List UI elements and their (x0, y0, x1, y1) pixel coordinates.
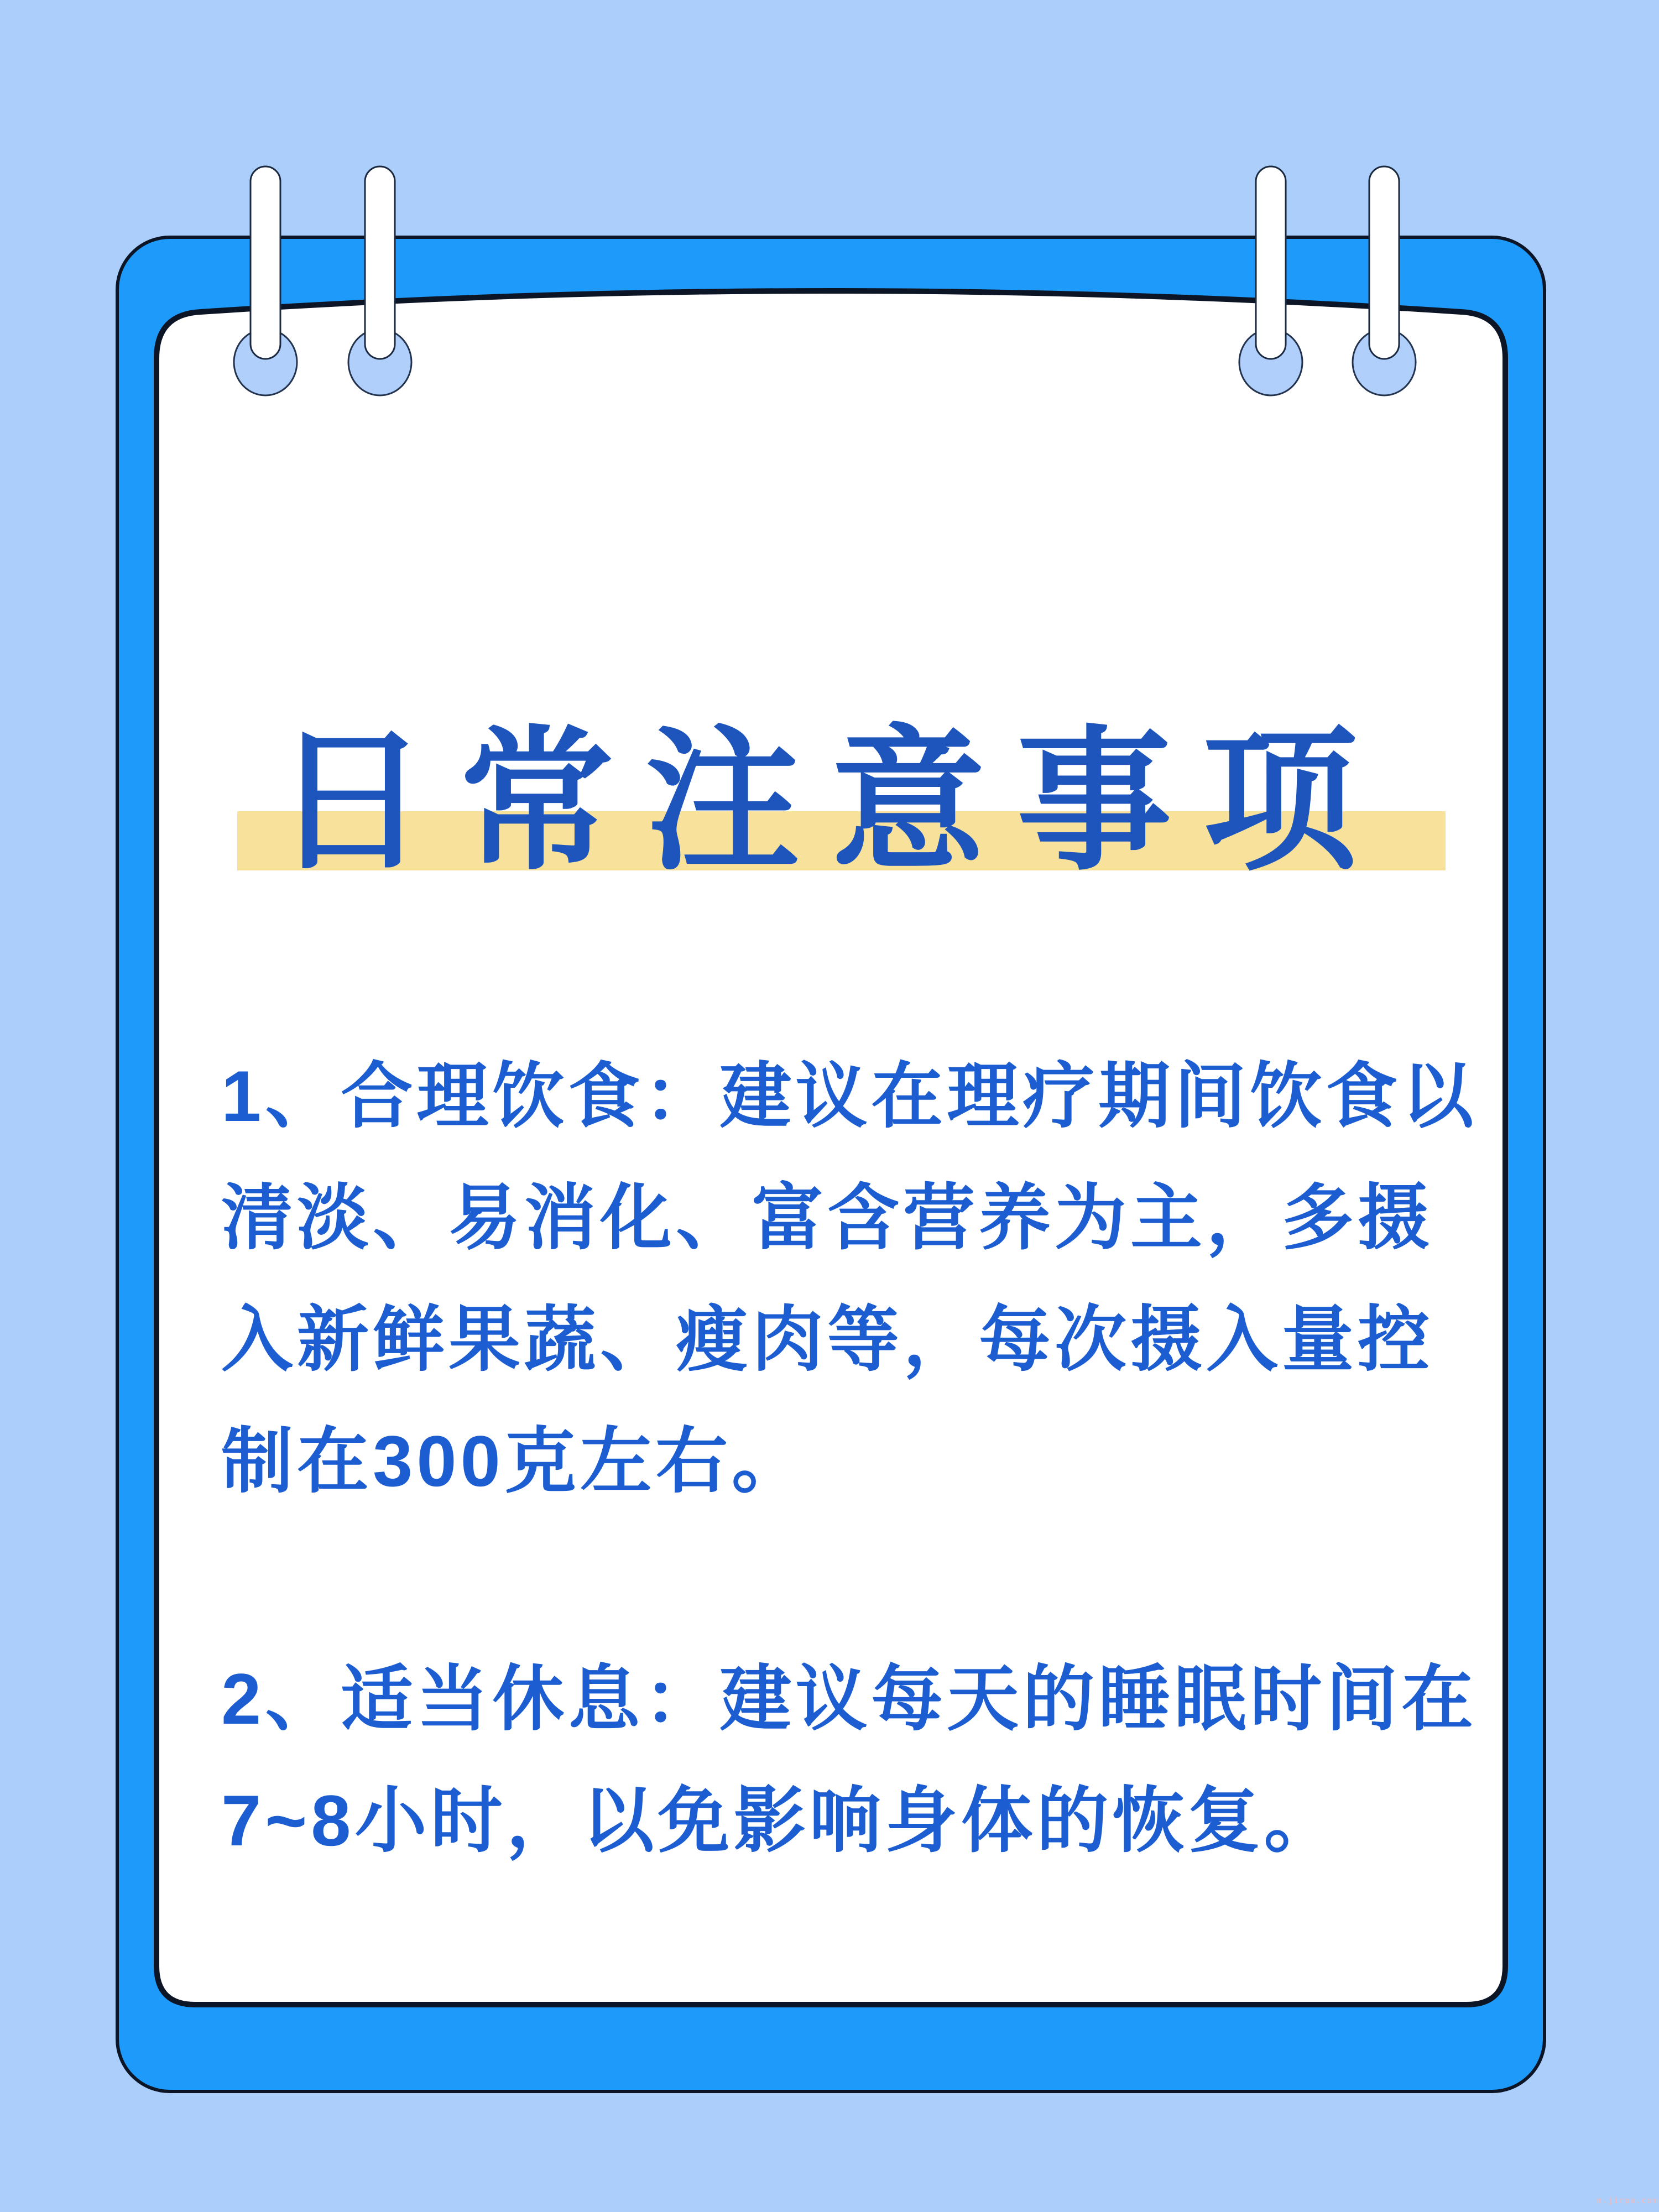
page-title: 日常注意事项 (273, 716, 1389, 888)
tip-1-line: 制在300克左右。 (221, 1421, 807, 1501)
watermark: m.jirpa.com (1597, 2195, 1658, 2205)
tip-1-line: 1、合理饮食：建议在理疗期间饮食以 (221, 1056, 1478, 1136)
tip-2-line: 2、适当休息：建议每天的睡眠时间在 (221, 1658, 1478, 1739)
ring-strap-icon (365, 166, 395, 359)
tip-section-1 (221, 1035, 1493, 1522)
ring-strap-icon (1256, 166, 1286, 359)
tip-1-line: 入新鲜果蔬、瘦肉等，每次摄入量控 (221, 1299, 1434, 1380)
tip-2-line: 7~8小时，以免影响身体的恢复。 (221, 1780, 1340, 1861)
ring-strap-icon (1369, 166, 1399, 359)
tip-section-2 (221, 1638, 1493, 1881)
tip-1-line: 清淡、易消化、富含营养为主，多摄 (221, 1177, 1434, 1258)
ring-strap-icon (251, 166, 280, 359)
